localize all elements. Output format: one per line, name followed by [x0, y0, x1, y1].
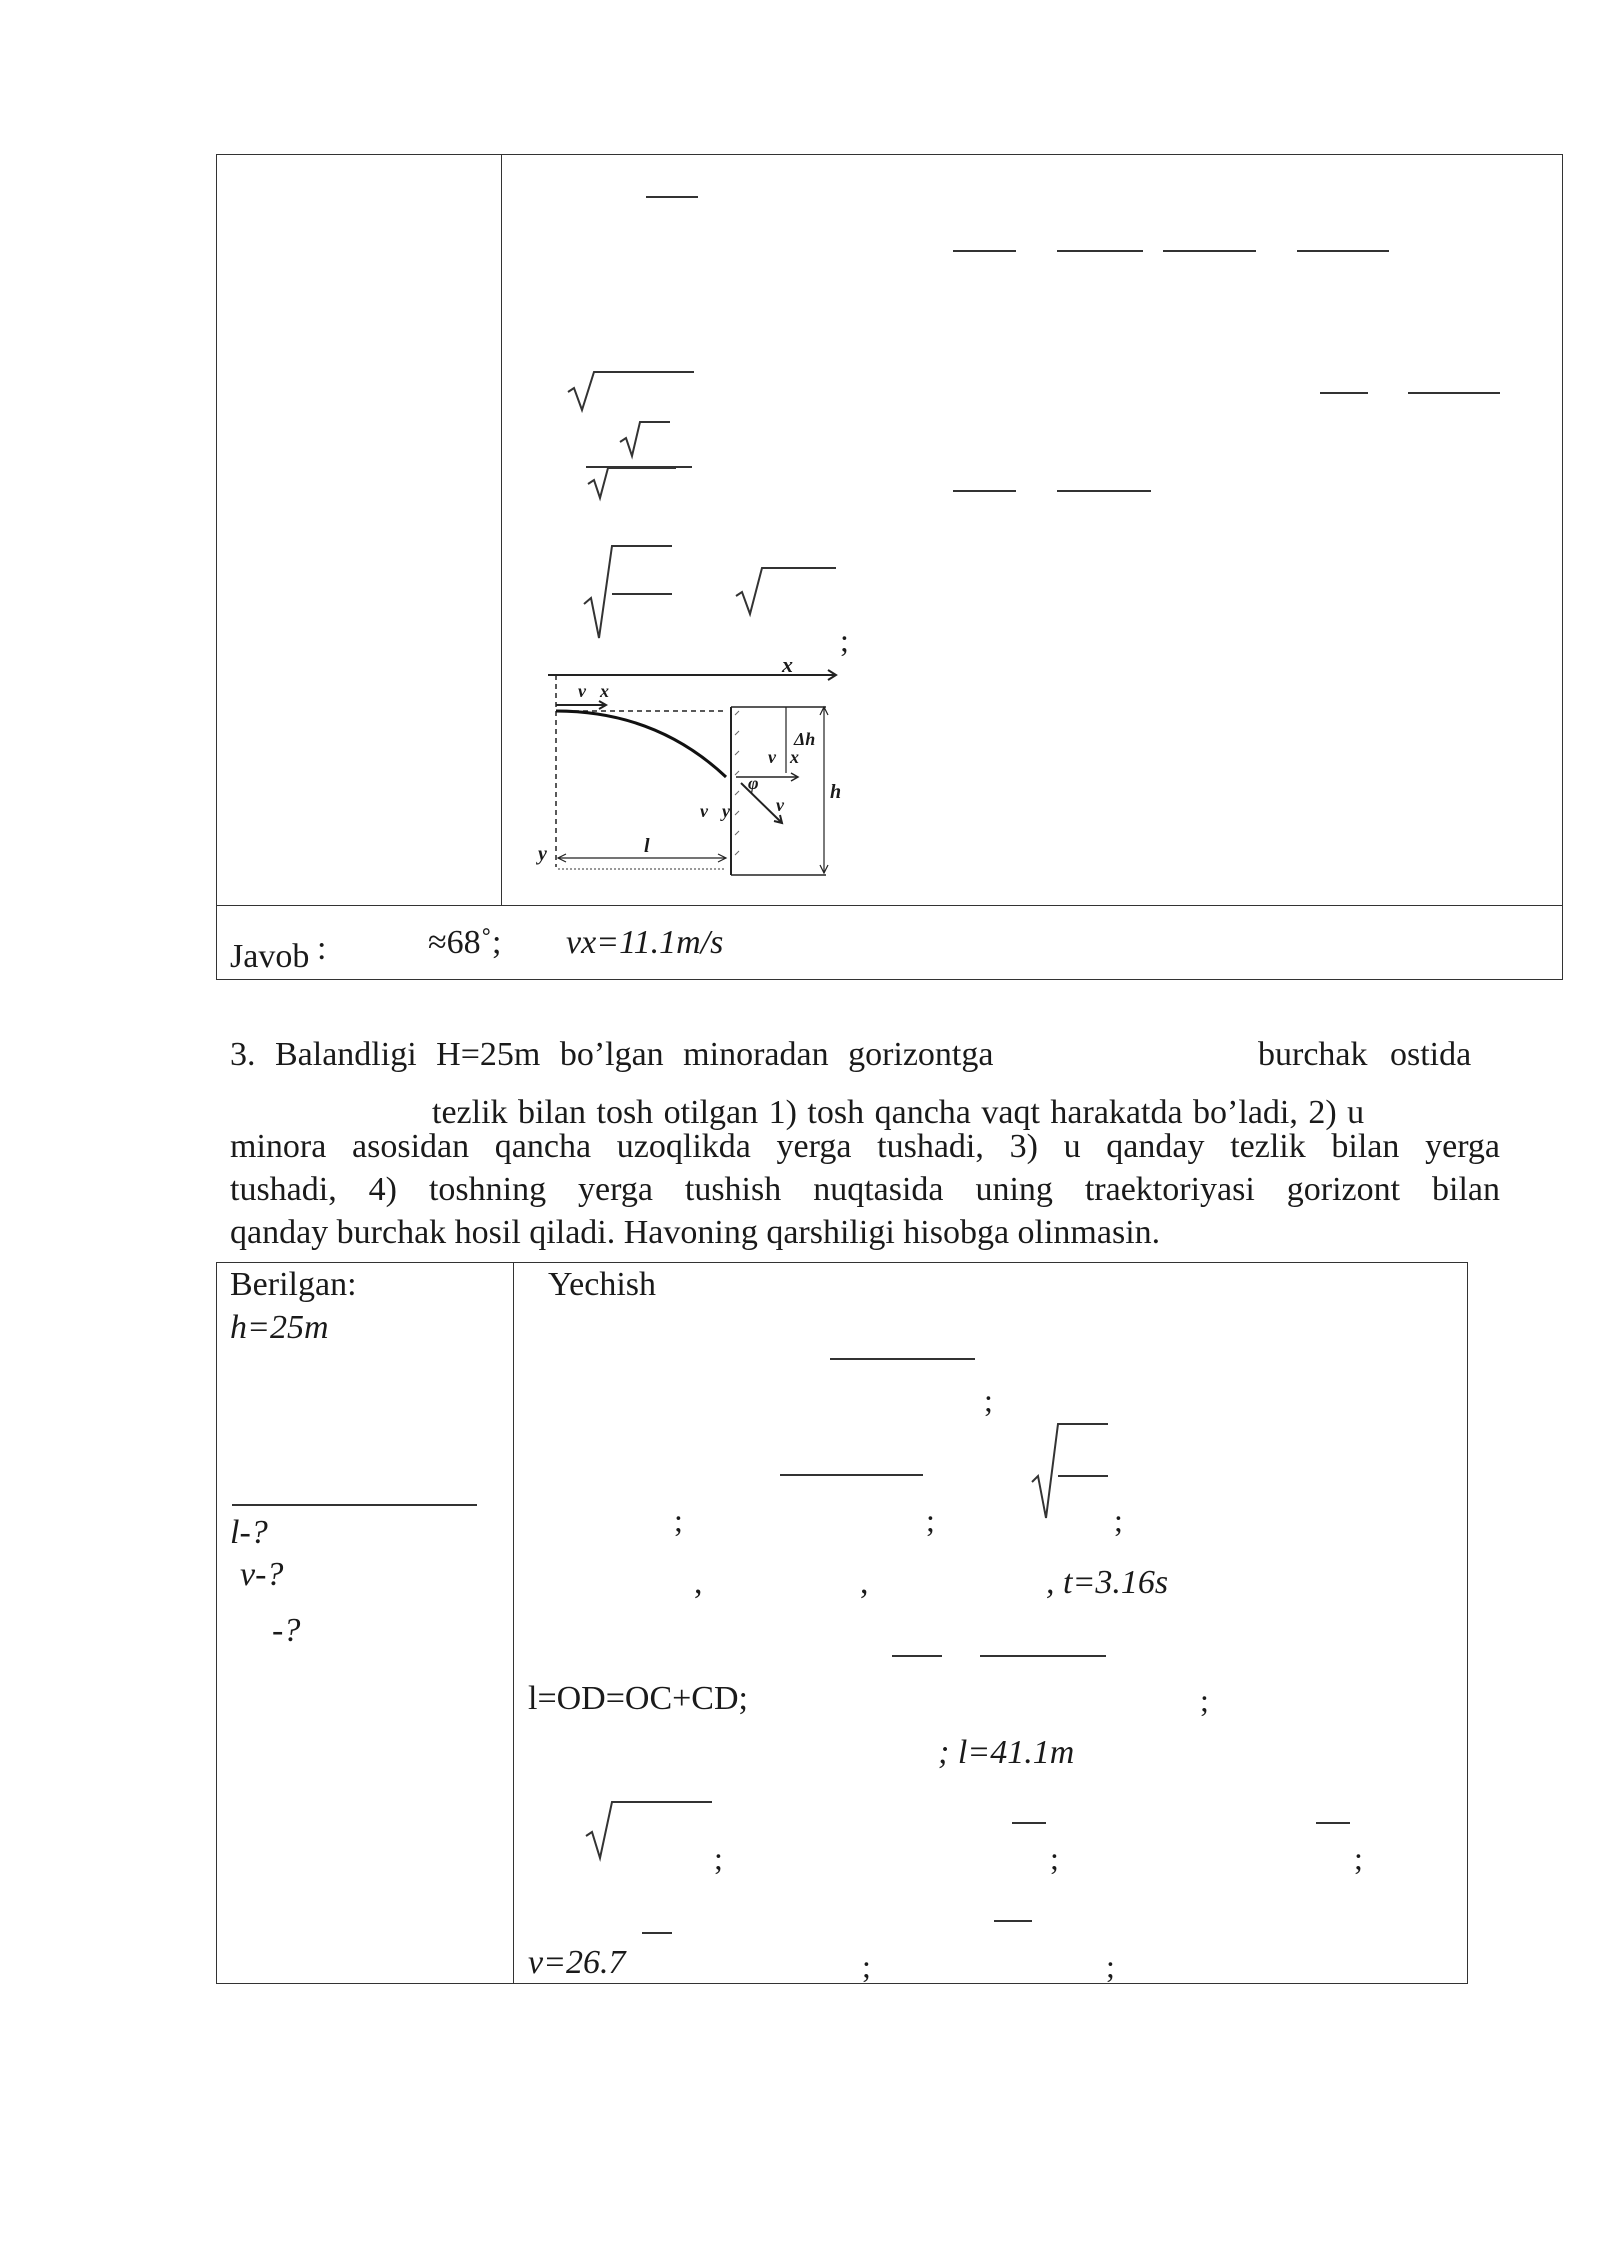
problem-line1-right: burchak ostida — [1258, 1036, 1472, 1073]
fraction-bar — [1408, 392, 1500, 394]
figure-label-v: v⃗ — [776, 795, 798, 815]
figure-label-x: x — [782, 652, 793, 677]
fraction-bar — [1320, 392, 1368, 394]
problem-line1-left: 3. Balandligi H=25m bo’lgan minoradan gorizontga — [230, 1036, 994, 1073]
square-root-symbol — [584, 1800, 714, 1860]
semicolon: ; — [862, 1948, 871, 1984]
problem-line4: tushadi, 4) toshning yerga tushish nuqtasida uning traektoriyasi gorizont bilan — [230, 1171, 1500, 1208]
problem-line5: qanday burchak hosil qiladi. Havoning qarshiligi hisobga olinmasin. — [230, 1214, 1161, 1251]
fraction-bar — [1163, 250, 1256, 252]
top-table — [216, 154, 1563, 980]
find-velocity: v-? — [240, 1556, 284, 1593]
comma: , — [860, 1564, 869, 1601]
solution-table — [216, 1262, 1468, 1984]
semicolon: ; — [1106, 1948, 1115, 1984]
fraction-bar — [994, 1920, 1032, 1922]
figure-label-vx-right: v⃗x — [768, 747, 799, 767]
semicolon: ; — [674, 1502, 683, 1538]
answer-angle: ≈68˚; — [428, 924, 502, 961]
problem-line2: tezlik bilan tosh otilgan 1) tosh qancha vaqt harakatda bo’ladi, 2) u — [432, 1094, 1365, 1131]
fraction-bar — [830, 1358, 975, 1360]
fraction-bar — [1057, 250, 1143, 252]
semicolon: ; — [926, 1502, 935, 1538]
fraction-bar — [1057, 490, 1151, 492]
fraction-bar — [892, 1655, 942, 1657]
semicolon: ; — [1050, 1840, 1059, 1876]
find-angle: -? — [272, 1612, 301, 1649]
figure-label-vy: v⃗y — [700, 801, 730, 821]
fraction-bar — [980, 1655, 1106, 1657]
fraction-bar — [1012, 1822, 1046, 1824]
answer-velocity: vx=11.1m/s — [566, 924, 724, 961]
square-root-symbol — [582, 544, 674, 640]
figure-label-delta-h: Δh — [794, 729, 816, 749]
figure-label-l: l — [644, 835, 650, 857]
semicolon: ; — [1114, 1502, 1123, 1538]
solution-table-column-divider — [513, 1262, 514, 1984]
fraction-bar — [1297, 250, 1389, 252]
distance-formula: l=OD=OC+CD; — [528, 1680, 748, 1717]
velocity-result: v=26.7 — [528, 1944, 626, 1981]
square-root-symbol — [566, 370, 696, 420]
solution-label: Yechish — [548, 1266, 657, 1303]
fraction-bar — [646, 196, 698, 198]
find-distance: l-? — [230, 1514, 268, 1551]
top-table-column-divider — [501, 154, 502, 906]
answer-colon: : — [317, 930, 327, 967]
fraction-bar — [780, 1474, 923, 1476]
semicolon: ; — [840, 622, 849, 658]
given-height: h=25m — [230, 1309, 329, 1346]
top-table-answer-divider — [216, 905, 1563, 906]
fraction-bar — [642, 1932, 672, 1934]
figure-label-phi: φ — [748, 773, 759, 793]
semicolon: ; — [1200, 1682, 1209, 1718]
given-separator — [232, 1504, 477, 1506]
fraction-bar — [1316, 1822, 1350, 1824]
square-root-symbol — [586, 466, 678, 500]
square-root-symbol — [734, 566, 838, 616]
fraction-bar — [953, 250, 1016, 252]
fraction-bar — [953, 490, 1016, 492]
comma: , — [694, 1564, 703, 1601]
answer-label: Javob — [230, 938, 310, 975]
figure-label-vx-top: v⃗x — [578, 681, 609, 701]
given-label: Berilgan: — [230, 1266, 357, 1303]
square-root-symbol — [618, 420, 672, 460]
figure-label-h: h — [830, 781, 842, 803]
time-result: , t=3.16s — [1046, 1564, 1169, 1601]
semicolon: ; — [714, 1840, 723, 1876]
semicolon: ; — [984, 1382, 993, 1418]
semicolon: ; — [1354, 1840, 1363, 1876]
square-root-symbol — [1030, 1422, 1110, 1522]
figure-label-y: y — [538, 843, 547, 865]
distance-result: ; l=41.1m — [938, 1734, 1075, 1771]
problem-line3: minora asosidan qancha uzoqlikda yerga tushadi, 3) u qanday tezlik bilan yerga — [230, 1128, 1500, 1165]
